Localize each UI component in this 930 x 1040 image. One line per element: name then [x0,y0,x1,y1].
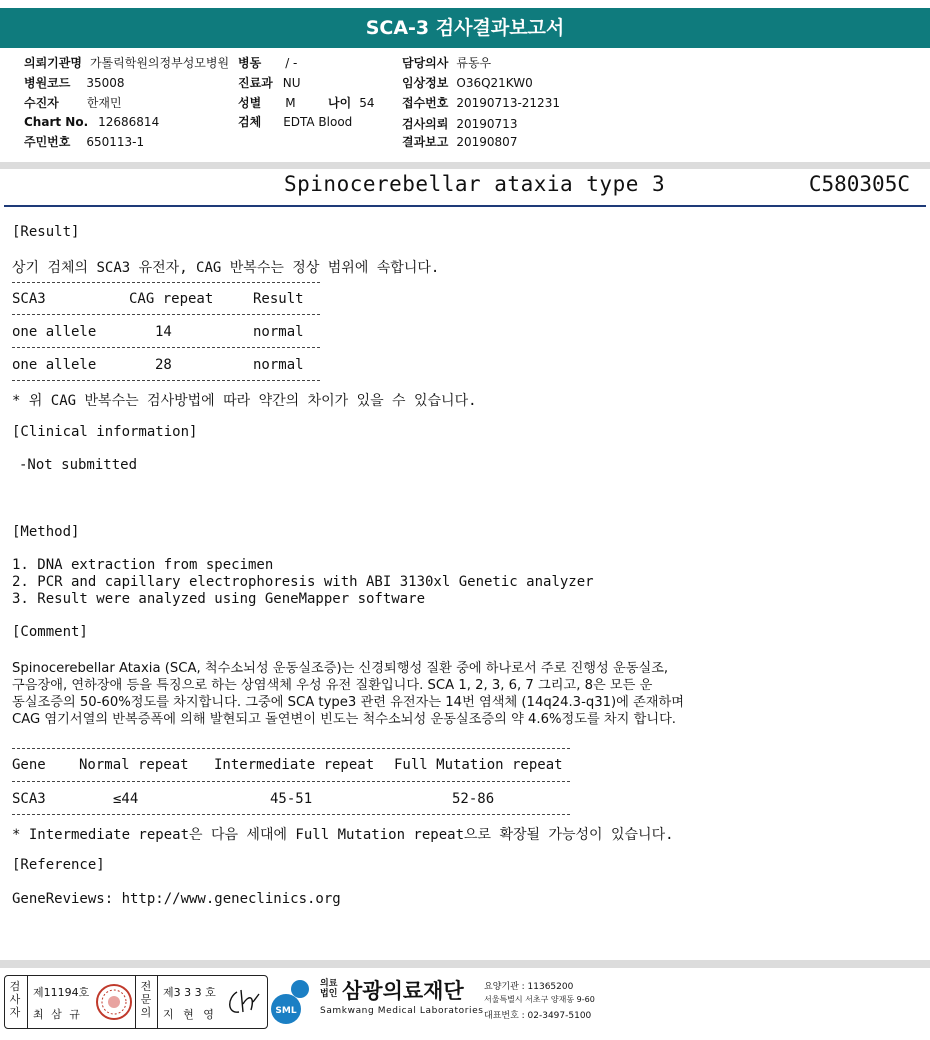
range-row-full: 52-86 [452,791,495,807]
result-row-2-allele: one allele [12,357,97,373]
footer-divider [0,960,930,968]
test-title: Spinocerebellar ataxia type 3 [284,172,666,196]
reference-heading: [Reference] [12,857,105,873]
inspector-label: 검사자 [9,980,21,1019]
result-row-1-result: normal [253,324,304,340]
table-rule [12,314,320,315]
comment-heading: [Comment] [12,624,88,640]
range-header-gene: Gene [12,757,46,773]
result-table-header-gene: SCA3 [12,291,46,307]
range-note: * Intermediate repeat은 다음 세대에 Full Mutation repeat으로 확장될 가능성이 있습니다. [12,827,674,843]
method-item: 1. DNA extraction from specimen [12,557,274,573]
range-row-normal: ≤44 [113,791,139,807]
info-doctor: 담당의사 류동우 [402,56,492,70]
org-name: 삼광의료재단 [342,979,464,1003]
table-rule [12,814,570,815]
sml-logo-text: SML [275,1006,297,1016]
info-patient-name: 수진자 한재민 [24,96,122,110]
test-code: C580305C [808,172,910,196]
info-report-date: 결과보고 20190807 [402,135,518,149]
info-specimen: 검체 EDTA Blood [238,115,353,129]
comment-line: Spinocerebellar Ataxia (SCA, 척수소뇌성 운동실조증)는 신경퇴행성 질환 중에 하나로서 주로 진행성 운동실조, [12,661,669,676]
info-request-date: 검사의뢰 20190713 [402,117,518,131]
table-rule [12,781,570,782]
method-heading: [Method] [12,524,80,540]
result-table-header-result: Result [253,291,304,307]
org-code: 요양기관 : 11365200 [484,982,574,992]
report-header-title: SCA-3 검사결과보고서 [0,8,930,48]
result-row-2-cag: 28 [155,357,172,373]
result-table-header-cag: CAG repeat [129,291,214,307]
comment-line: 구음장애, 연하장애 등을 특징으로 하는 상염색체 우성 유전 질환입니다. SCA 1, 2, 3, 6, 7 그리고, 8은 모든 운 [12,678,653,693]
signature-icon [223,984,263,1020]
result-text: 상기 검체의 SCA3 유전자, CAG 반복수는 정상 범위에 속합니다. [12,260,440,276]
result-note: * 위 CAG 반복수는 검사방법에 따라 약간의 차이가 있을 수 있습니다. [12,393,477,409]
title-underline [4,205,926,207]
sml-logo-icon [270,977,316,1025]
table-rule [12,748,570,749]
info-age: 나이 54 [328,96,375,110]
info-ward: 병동 / - [238,56,298,70]
info-hospital: 의뢰기관명 가톨릭학원의정부성모병원 [24,56,230,70]
comment-line: CAG 염기서열의 반복증폭에 의해 발현되고 돌연변이 빈도는 척수소뇌성 운동실조증의 약 4.6%정도를 차지 합니다. [12,712,676,727]
org-name-english: Samkwang Medical Laboratories [320,1006,484,1016]
specialist-name: 지 현 영 [163,1008,217,1021]
method-item: 3. Result were analyzed using GeneMapper software [12,591,426,607]
org-phone: 대표번호 : 02-3497-5100 [484,1011,592,1021]
result-heading: [Result] [12,224,80,240]
comment-line: 동실조증의 50-60%정도를 차지합니다. 그중에 SCA type3 관련 유전자는 14번 염색체 (14q24.3-q31)에 존재하며 [12,695,685,710]
range-header-intermediate: Intermediate repeat [214,757,375,773]
table-rule [12,380,320,381]
method-item: 2. PCR and capillary electrophoresis with ABI 3130xl Genetic analyzer [12,574,594,590]
clinical-heading: [Clinical information] [12,424,198,440]
reference-link[interactable]: GeneReviews: http://www.geneclinics.org [12,891,341,907]
info-department: 진료과 NU [238,76,301,90]
inspector-number: 제11194호 [33,986,90,999]
result-row-2-result: normal [253,357,304,373]
info-clinical: 임상정보 O36Q21KW0 [402,76,533,90]
range-header-normal: Normal repeat [79,757,189,773]
info-sex: 성별 M [238,96,296,110]
table-rule [12,347,320,348]
range-row-intermediate: 45-51 [270,791,313,807]
result-row-1-cag: 14 [155,324,172,340]
range-header-full: Full Mutation repeat [394,757,563,773]
info-chart-no: Chart No. 12686814 [24,115,160,129]
section-divider [0,162,930,169]
info-resident-no: 주민번호 650113-1 [24,135,145,149]
specialist-number: 제3 3 3 호 [163,986,216,999]
info-receipt-no: 접수번호 20190713-21231 [402,96,560,110]
inspector-name: 최 삼 규 [33,1008,82,1021]
range-row-gene: SCA3 [12,791,46,807]
info-hospital-code: 병원코드 35008 [24,76,125,90]
clinical-text: -Not submitted [19,457,138,473]
table-rule [12,282,320,283]
specialist-label: 전문의 [140,980,152,1019]
result-row-1-allele: one allele [12,324,97,340]
org-legal-label: 의료 법인 [320,979,338,999]
org-address: 서울특별시 서초구 양재동 9-60 [484,995,595,1004]
organization-block [270,975,600,1027]
patient-info-grid [24,54,924,154]
seal-stamp-icon [95,982,133,1022]
signature-box [4,975,268,1029]
